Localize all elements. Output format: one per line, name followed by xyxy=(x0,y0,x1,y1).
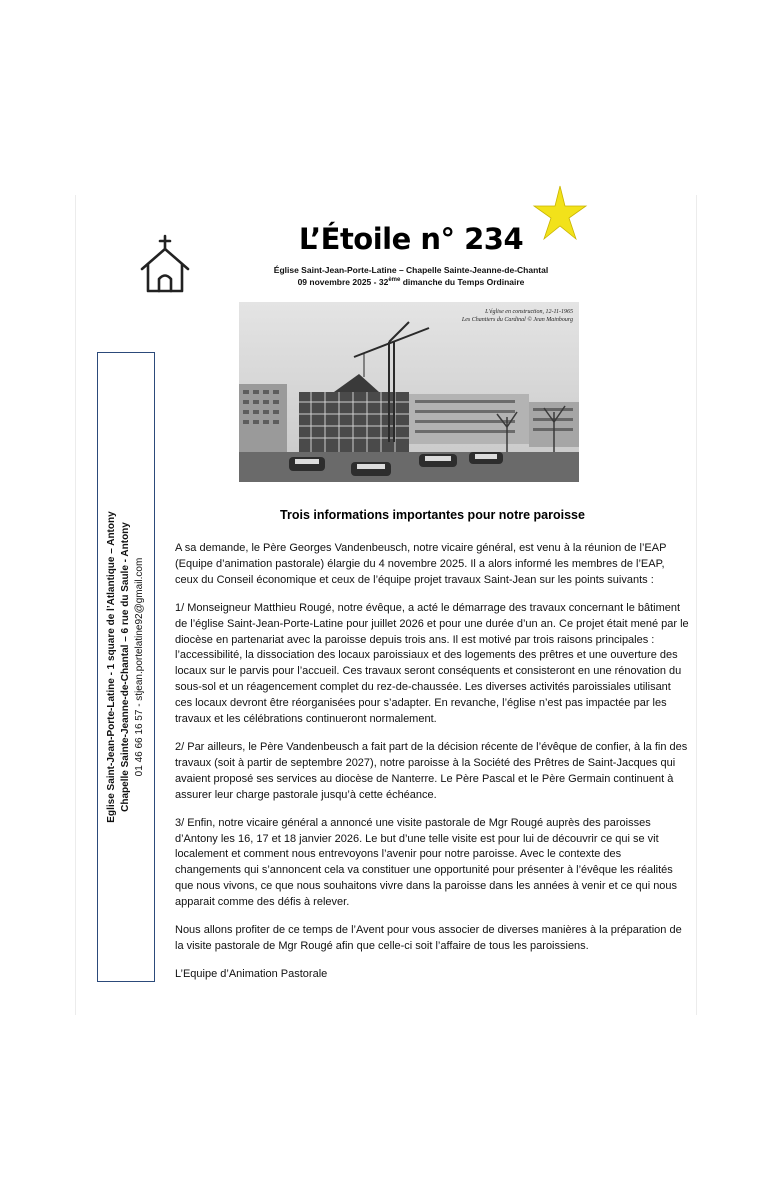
article-paragraph: 1/ Monseigneur Matthieu Rougé, notre évêque, a acté le démarrage des travaux concernant le bâtiment de l’église Saint-Jean-Porte-Latine pour juillet 2026 et pour une durée d’un an. Ce projet était mené par le diocèse en partenariat avec la paroisse depuis trois ans. Il est motivé par trois raisons principales : l’accessibilité, la dissociation des locaux paroissiaux et des logements des prêtres et une ouverture des locaux sur le parvis pour l’accueil. Ces travaux seront conséquents et consisteront en une rénovation du sous-sol et un réagencement complet du rez-de-chaussée. Les diverses activités paroissiales utilisant ces locaux devront être réorganisées pour s’adapter. En revanche, l’église n’est pas impactée par les travaux et les célébrations continueront normalement. xyxy=(175,601,689,726)
subtitle-date-rest: dimanche du Temps Ordinaire xyxy=(400,277,525,287)
article-paragraph: 2/ Par ailleurs, le Père Vandenbeusch a fait part de la décision récente de l’évêque de confier, à la fin des travaux (soit à partir de septembre 2027), notre paroisse à la Société des Prêtres de Saint-Jacques qui avaient proposé ses services au diocèse de Nanterre. Le Père Pascal et le Père Germain continuent à assurer leur charge pastorale jusqu’à cette échéance. xyxy=(175,740,688,801)
article-signature: L’Equipe d’Animation Pastorale xyxy=(175,967,328,980)
article-title: Trois informations importantes pour notre paroisse xyxy=(280,508,585,522)
article-body xyxy=(175,541,690,995)
sidebar-address-chapel: Chapelle Sainte-Jeanne-de-Chantal – 6 rue du Saule - Antony xyxy=(120,522,131,812)
article-paragraph: Nous allons profiter de ce temps de l’Avent pour vous associer de diverses manières à la préparation de la visite pastorale de Mgr Rougé afin que celle-ci soit l’affaire de tous les paroissiens. xyxy=(175,924,682,952)
sidebar-contact: 01 46 66 16 57 - stjean.portelatine92@gmail.com xyxy=(134,557,145,777)
article-paragraph: A sa demande, le Père Georges Vandenbeusch, notre vicaire général, est venu à la réunion de l’EAP (Equipe d’animation pastorale) élargie du 4 novembre 2025. Il a alors informé les membres de l’EAP, ceux du Conseil économique et ceux de l’équipe projet travaux Saint-Jean sur les points suivants : xyxy=(175,542,667,586)
photo-caption xyxy=(462,308,573,324)
subtitle-date-sup: ème xyxy=(388,277,401,284)
newsletter-title: L’Étoile n° 234 xyxy=(298,222,524,256)
contact-sidebar-text xyxy=(105,347,147,987)
subtitle-churches: Église Saint-Jean-Porte-Latine – Chapelle Sainte-Jeanne-de-Chantal xyxy=(273,265,549,275)
construction-photo xyxy=(239,302,579,482)
photo-caption-line2: Les Chantiers du Cardinal © Jean Mainbourg xyxy=(461,317,573,323)
article-paragraph: 3/ Enfin, notre vicaire général a annoncé une visite pastorale de Mgr Rougé auprès des paroisses d’Antony les 16, 17 et 18 janvier 2026. Le but d’une telle visite est pour lui de découvrir ce qui se vit localement et comment nous entrevoyons l’avenir pour notre paroisse. Avec le contexte des changements qui s’annoncent cela va constituer une opportunité pour présenter à l’évêque les réalités que nous vivons, ce que nous souhaitons vivre dans la paroisse dans les années à venir et ce qui nous apparait comme des défis à relever. xyxy=(175,816,678,909)
subtitle-date-main: 09 novembre 2025 - 32 xyxy=(297,277,389,287)
church-icon xyxy=(138,234,192,294)
sidebar-address-church: Eglise Saint-Jean-Porte-Latine - 1 square de l’Atlantique – Antony xyxy=(106,511,117,823)
photo-caption-line1: L'église en construction, 12-11-1965 xyxy=(485,309,573,315)
subtitle-date xyxy=(196,277,626,287)
